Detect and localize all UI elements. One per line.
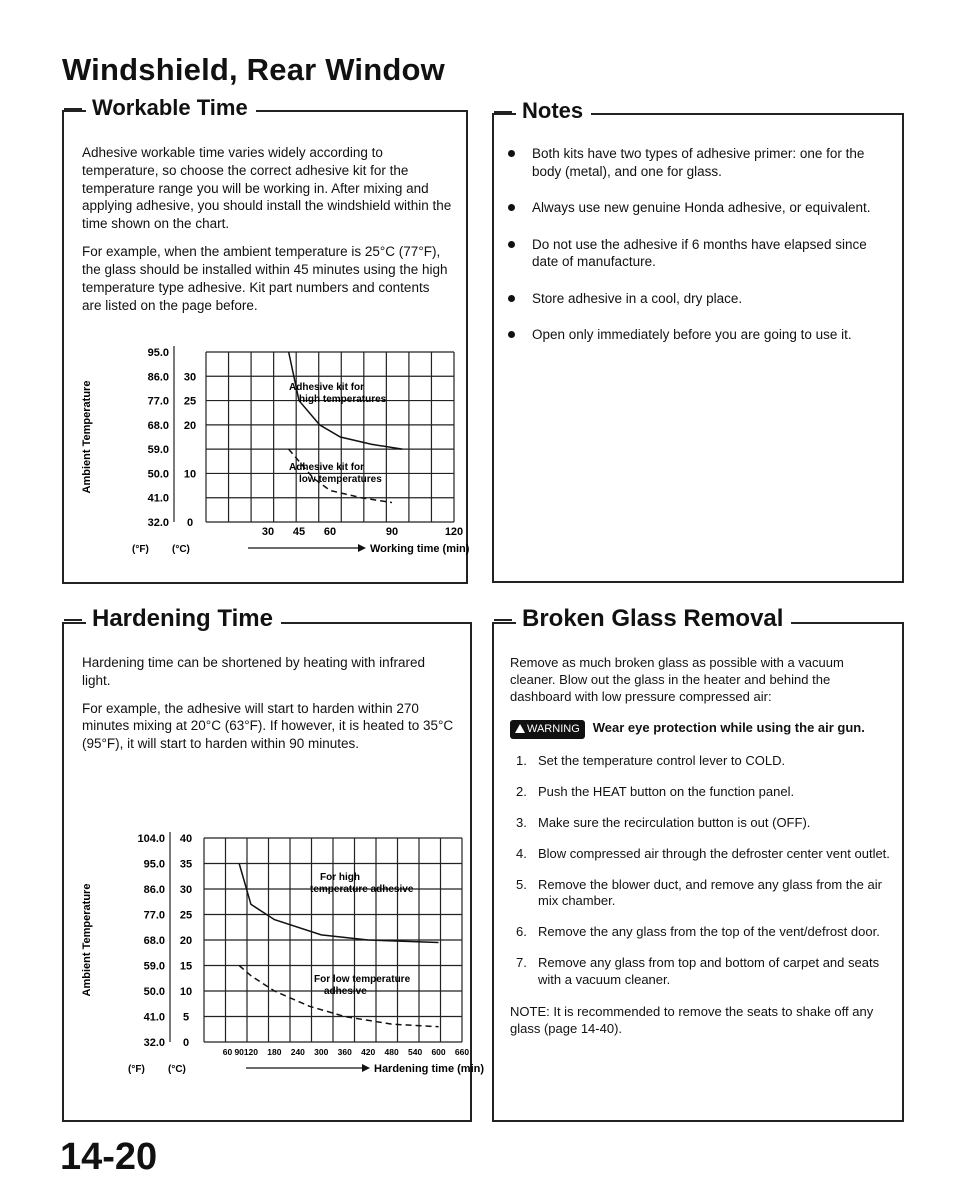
time-tick-label: 45 <box>292 526 306 538</box>
note-item: Both kits have two types of adhesive primer: one for the body (metal), and one for glass. <box>498 145 894 180</box>
broken-intro: Remove as much broken glass as possible with a vacuum cleaner. Blow out the glass in the heater and behind the dashboard with low pressure compressed air: <box>510 655 844 705</box>
celsius-tick-label: 30 <box>179 884 193 896</box>
fahrenheit-tick-label: 32.0 <box>147 517 169 529</box>
y-axis-label: Ambient Temperature <box>81 883 93 997</box>
fahrenheit-tick-label: 41.0 <box>143 1011 165 1024</box>
unit-celsius: (°C) <box>172 544 190 555</box>
workable-time-heading: Workable Time <box>86 95 256 121</box>
time-tick-label: 120 <box>243 1047 259 1057</box>
workable-time-box <box>62 95 470 584</box>
arrow-icon <box>358 544 366 552</box>
time-tick-label: 90 <box>385 526 399 538</box>
time-tick-label: 480 <box>384 1047 399 1057</box>
step-item: 6. Remove the any glass from the top of the vent/defrost door. <box>516 924 880 940</box>
broken-glass-heading: Broken Glass Removal <box>516 605 791 633</box>
bullet-icon <box>508 204 515 211</box>
celsius-tick-label: 0 <box>186 517 194 529</box>
bullet-icon <box>508 241 515 248</box>
celsius-tick-label: 5 <box>182 1011 190 1024</box>
notes-heading: Notes <box>516 98 591 124</box>
fahrenheit-tick-label: 41.0 <box>147 492 169 505</box>
time-tick-label: 600 <box>431 1047 446 1057</box>
time-tick-label: 420 <box>361 1047 376 1057</box>
legend-label: Adhesive kit for low temperatures <box>289 462 382 485</box>
fahrenheit-tick-label: 59.0 <box>147 444 169 457</box>
legend-label: For low temperature adhesive <box>314 974 411 997</box>
time-tick-label: 90 <box>234 1047 244 1057</box>
celsius-tick-label: 10 <box>183 468 197 481</box>
bullet-icon <box>508 331 515 338</box>
time-tick-label: 60 <box>323 526 337 538</box>
time-tick-label: 240 <box>290 1047 305 1057</box>
celsius-tick-label: 20 <box>183 419 197 432</box>
celsius-tick-label: 25 <box>183 395 197 408</box>
celsius-tick-label: 25 <box>179 909 193 922</box>
page-number: 14-20 <box>60 1136 158 1178</box>
warning-line: WARNING Wear eye protection while using the air gun. <box>510 719 890 739</box>
warning-badge: WARNING <box>510 720 585 739</box>
fahrenheit-tick-label: 32.0 <box>143 1037 165 1049</box>
hardening-time-heading: Hardening Time <box>86 605 281 633</box>
unit-fahrenheit: (°F) <box>132 544 149 555</box>
unit-celsius: (°C) <box>168 1064 186 1075</box>
bullet-icon <box>508 150 515 157</box>
step-item: 1. Set the temperature control lever to COLD. <box>516 752 786 768</box>
note-item: Open only immediately before you are going to use it. <box>498 326 894 344</box>
unit-fahrenheit: (°F) <box>128 1064 145 1075</box>
time-tick-label: 180 <box>267 1047 282 1057</box>
hardening-para-2: For example, the adhesive will start to harden within 270 minutes mixing at 20°C (63°F). If however, it is heated to 35°C (95°F), it will start to harden within 90 minutes. <box>82 700 454 752</box>
celsius-tick-label: 40 <box>179 833 193 845</box>
fahrenheit-tick-label: 104.0 <box>137 833 165 845</box>
hardening-para-1: Hardening time can be shortened by heating with infrared light. <box>82 655 425 688</box>
time-tick-label: 540 <box>407 1047 423 1057</box>
time-tick-label: 660 <box>454 1047 470 1057</box>
fahrenheit-tick-label: 68.0 <box>143 935 165 947</box>
bullet-icon <box>508 295 515 302</box>
time-tick-label: 300 <box>314 1047 329 1057</box>
step-item: 7. Remove any glass from top and bottom of carpet and seats with a vacuum cleaner. <box>516 955 880 988</box>
fahrenheit-tick-label: 95.0 <box>147 347 169 359</box>
legend-label: Adhesive kit for high temperatures <box>289 382 387 405</box>
time-tick-label: 120 <box>444 526 464 538</box>
x-axis-label: Working time (min) <box>370 543 470 555</box>
time-tick-label: 60 <box>222 1047 233 1057</box>
celsius-tick-label: 30 <box>183 371 197 384</box>
step-item: 3. Make sure the recirculation button is out (OFF). <box>516 814 811 830</box>
fahrenheit-tick-label: 86.0 <box>143 884 165 896</box>
fahrenheit-tick-label: 50.0 <box>147 468 169 481</box>
fahrenheit-tick-label: 95.0 <box>143 858 165 871</box>
step-item: 2. Push the HEAT button on the function panel. <box>516 783 795 799</box>
warning-triangle-icon <box>515 724 525 733</box>
notes-box <box>492 98 904 583</box>
broken-note: NOTE: It is recommended to remove the seats to shake off any glass (page 14-40). <box>510 1004 874 1037</box>
celsius-tick-label: 15 <box>179 960 193 973</box>
workable-para-2: For example, when the ambient temperature is 25°C (77°F), the glass should be installed within 45 minutes using the high temperature type adhesive. Kit part numbers and contents are listed on the page before. <box>82 244 448 313</box>
legend-label: For high temperature adhesive <box>310 872 414 895</box>
fahrenheit-tick-label: 86.0 <box>147 371 169 384</box>
fahrenheit-tick-label: 77.0 <box>147 395 169 408</box>
broken-glass-box <box>492 605 904 1122</box>
time-tick-label: 360 <box>337 1047 352 1057</box>
celsius-tick-label: 35 <box>179 858 193 871</box>
note-item: Do not use the adhesive if 6 months have elapsed since date of manufacture. <box>498 236 894 271</box>
page-title: Windshield, Rear Window <box>62 52 445 87</box>
step-item: 5. Remove the blower duct, and remove any glass from the air mix chamber. <box>516 876 882 909</box>
fahrenheit-tick-label: 77.0 <box>143 909 165 922</box>
y-axis-label: Ambient Temperature <box>81 380 93 494</box>
x-axis-label: Hardening time (min) <box>374 1063 485 1075</box>
celsius-tick-label: 10 <box>179 986 193 998</box>
workable-time-chart <box>64 340 470 580</box>
time-tick-label: 30 <box>261 526 275 538</box>
hardening-time-chart <box>64 820 485 1100</box>
hardening-time-box <box>62 605 485 1122</box>
fahrenheit-tick-label: 50.0 <box>143 986 165 998</box>
fahrenheit-tick-label: 68.0 <box>147 419 169 432</box>
note-item: Always use new genuine Honda adhesive, or equivalent. <box>498 199 894 217</box>
step-item: 4. Blow compressed air through the defroster center vent outlet. <box>516 845 890 861</box>
celsius-tick-label: 20 <box>179 935 193 947</box>
arrow-icon <box>362 1064 370 1072</box>
fahrenheit-tick-label: 59.0 <box>143 960 165 973</box>
note-item: Store adhesive in a cool, dry place. <box>498 290 894 308</box>
workable-para-1: Adhesive workable time varies widely according to temperature, so choose the correct adhesive kit for the temperature range you will be working in. After mixing and applying adhesive, you should install the windshield within the time shown on the chart. <box>82 145 452 232</box>
celsius-tick-label: 0 <box>182 1037 190 1049</box>
